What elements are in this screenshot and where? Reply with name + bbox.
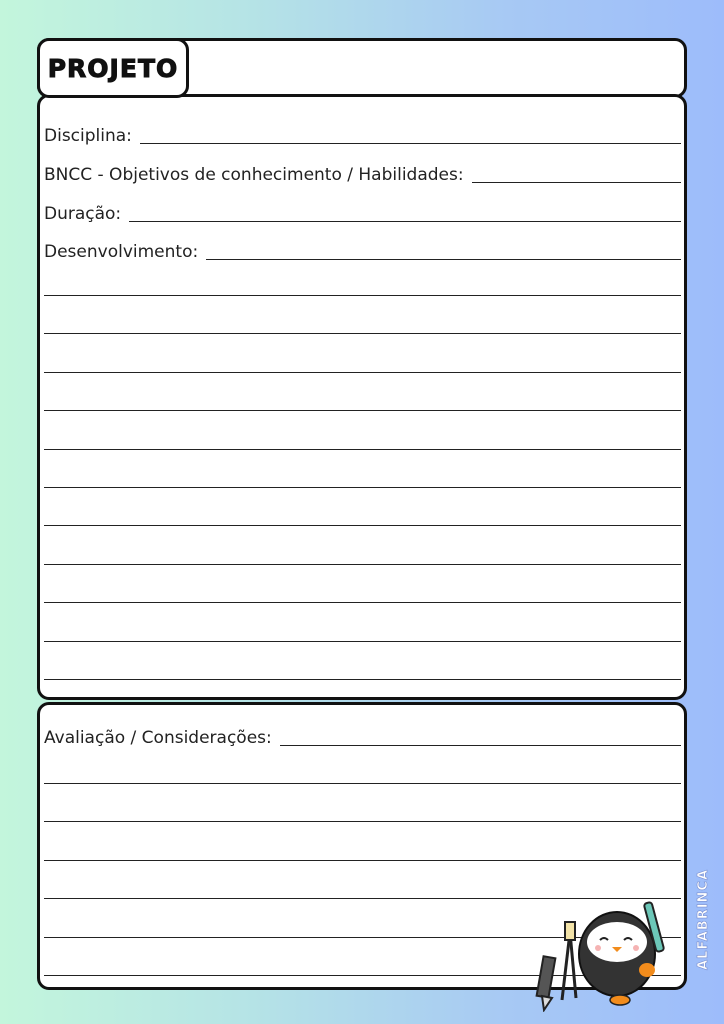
writing-line[interactable] bbox=[44, 602, 681, 603]
disciplina-field[interactable] bbox=[44, 122, 681, 146]
writing-line[interactable] bbox=[44, 860, 681, 861]
disciplina-label: Disciplina: bbox=[44, 126, 132, 146]
writing-line[interactable] bbox=[44, 410, 681, 411]
writing-line[interactable] bbox=[44, 525, 681, 526]
writing-line[interactable] bbox=[44, 372, 681, 373]
desenvolvimento-field[interactable] bbox=[44, 238, 681, 262]
avaliacao-label: Avaliação / Considerações: bbox=[44, 728, 272, 748]
writing-line[interactable] bbox=[44, 487, 681, 488]
desenvolvimento-line[interactable] bbox=[206, 236, 681, 260]
writing-line[interactable] bbox=[44, 564, 681, 565]
bncc-label: BNCC - Objetivos de conhecimento / Habilidades: bbox=[44, 165, 464, 185]
duracao-line[interactable] bbox=[129, 198, 681, 222]
avaliacao-field[interactable] bbox=[44, 724, 681, 748]
disciplina-line[interactable] bbox=[140, 120, 681, 144]
writing-line[interactable] bbox=[44, 641, 681, 642]
bncc-line[interactable] bbox=[472, 159, 681, 183]
writing-line[interactable] bbox=[44, 821, 681, 822]
page-title: PROJETO bbox=[47, 53, 179, 83]
writing-line[interactable] bbox=[44, 783, 681, 784]
compass-icon bbox=[562, 922, 576, 1000]
penguin-illustration bbox=[532, 892, 672, 1012]
writing-line[interactable] bbox=[44, 449, 681, 450]
writing-line[interactable] bbox=[44, 333, 681, 334]
duracao-field[interactable] bbox=[44, 200, 681, 224]
pencil-icon bbox=[537, 956, 556, 1010]
writing-line[interactable] bbox=[44, 295, 681, 296]
desenvolvimento-label: Desenvolvimento: bbox=[44, 242, 199, 262]
title-tab bbox=[37, 38, 189, 98]
avaliacao-line[interactable] bbox=[280, 722, 681, 746]
brand-watermark: ALFABRINCA bbox=[696, 868, 711, 970]
writing-line[interactable] bbox=[44, 679, 681, 680]
bncc-field[interactable] bbox=[44, 161, 681, 185]
duracao-label: Duração: bbox=[44, 204, 122, 224]
